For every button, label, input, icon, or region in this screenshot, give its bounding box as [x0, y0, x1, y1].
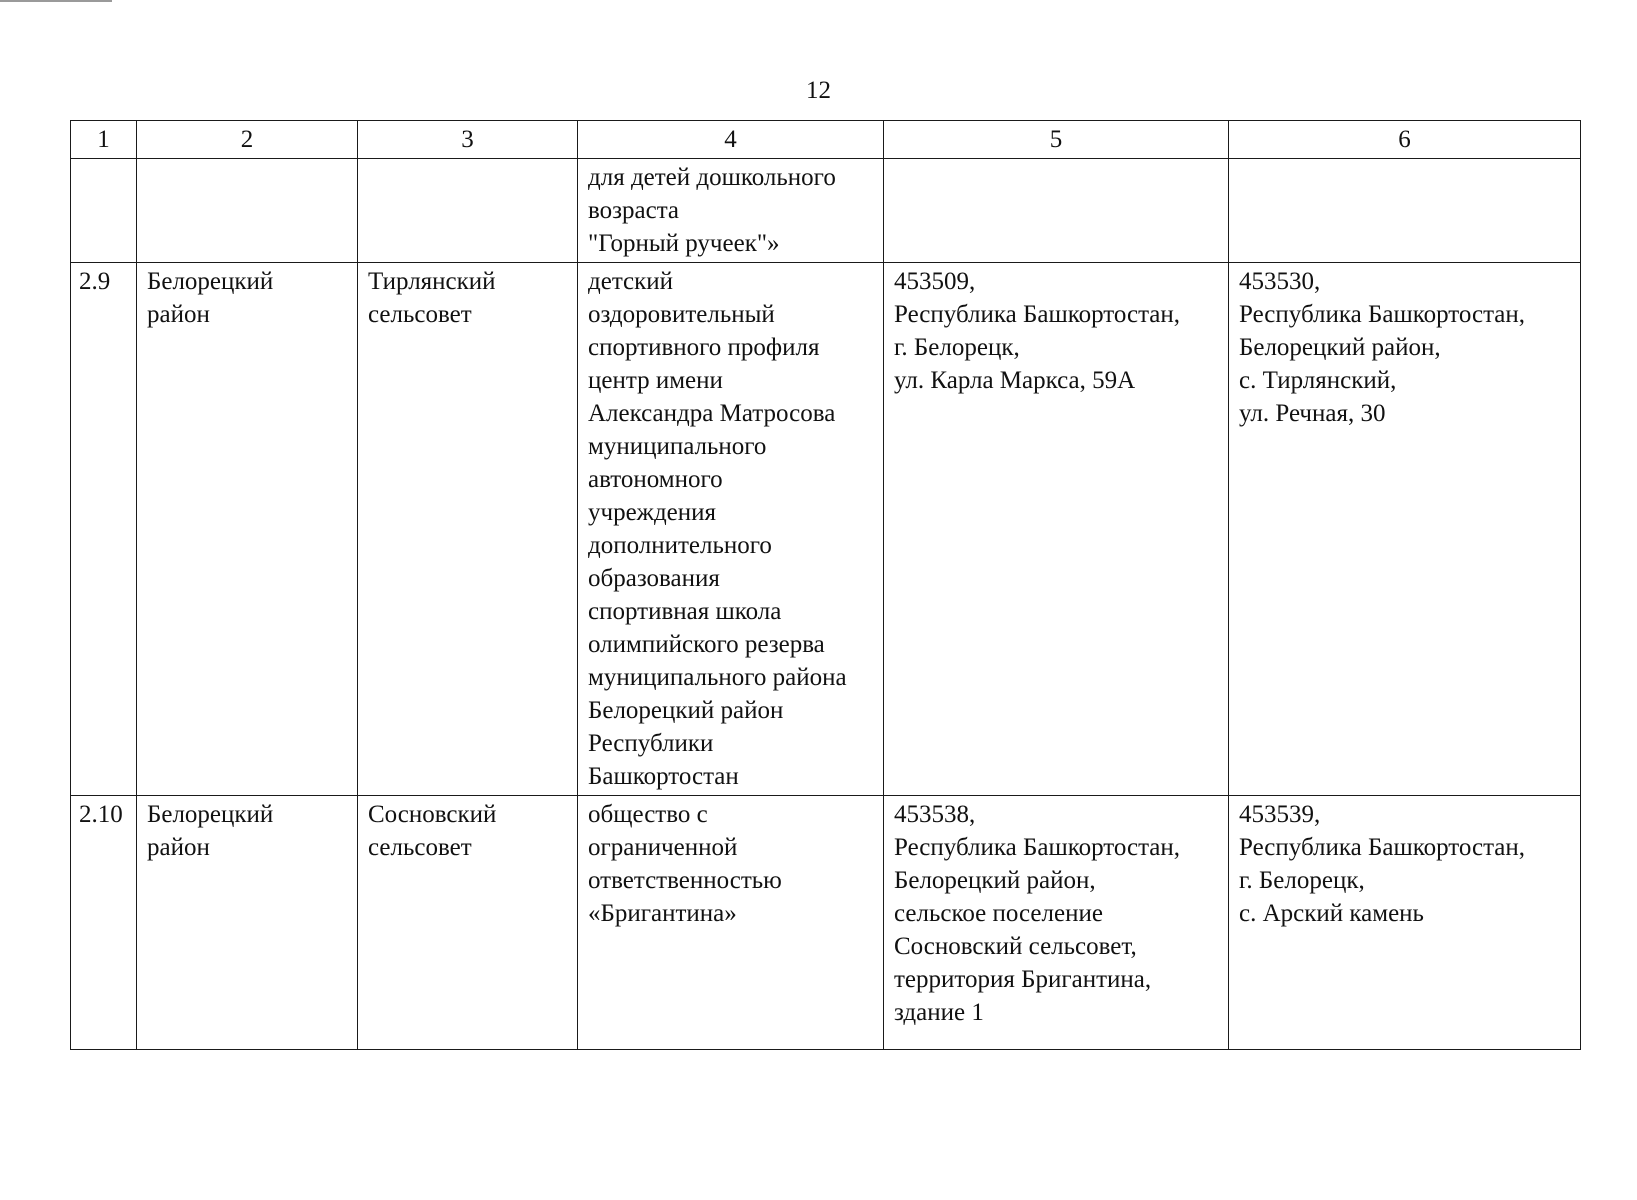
text-line: оздоровительный [588, 301, 775, 328]
text-line: для детей дошкольного [588, 164, 836, 191]
text-line: Белорецкий [147, 801, 274, 828]
cell-legal-address [884, 263, 1229, 796]
text-line: "Горный ручеек"» [588, 230, 780, 257]
cell-name [578, 263, 884, 796]
header-col-6: 6 [1229, 121, 1581, 159]
text-line: муниципального [588, 433, 767, 460]
text-line: Белорецкий район [588, 697, 784, 724]
scan-edge-mark [0, 0, 112, 2]
text-line: Сосновский [368, 801, 497, 828]
text-line: Тирлянский [368, 268, 496, 295]
table-row [71, 796, 1581, 1050]
text-line: сельсовет [368, 301, 472, 328]
text-line: с. Тирлянский, [1239, 367, 1397, 394]
cell-legal-address [884, 159, 1229, 263]
text-line: спортивная школа [588, 598, 782, 625]
text-line: район [147, 301, 210, 328]
text-line: г. Белорецк, [894, 334, 1020, 361]
text-line: сельское поселение [894, 900, 1103, 927]
header-col-5: 5 [884, 121, 1229, 159]
text-line: Республика Башкортостан, [1239, 834, 1526, 861]
text-line: Республика Башкортостан, [894, 301, 1181, 328]
cell-actual-address [1229, 263, 1581, 796]
text-line: район [147, 834, 210, 861]
text-line: ответственностью [588, 867, 782, 894]
text-line: центр имени [588, 367, 723, 394]
text-line: 453539, [1239, 801, 1321, 828]
text-line: муниципального района [588, 664, 847, 691]
text-line: Александра Матросова [588, 400, 836, 427]
cell-legal-address [884, 796, 1229, 1050]
text-line: 453538, [894, 801, 976, 828]
text-line: автономного [588, 466, 723, 493]
text-line: спортивного профиля [588, 334, 820, 361]
text-line: возраста [588, 197, 680, 224]
text-line: Башкортостан [588, 763, 739, 790]
text-line: Белорецкий район, [894, 867, 1096, 894]
cell-council [358, 159, 578, 263]
cell-num: 2.10 [71, 796, 137, 1050]
header-col-1: 1 [71, 121, 137, 159]
text-line: Белорецкий район, [1239, 334, 1441, 361]
text-line: Республики [588, 730, 714, 757]
text-line: олимпийского резерва [588, 631, 825, 658]
cell-num [71, 159, 137, 263]
text-line: Сосновский сельсовет, [894, 933, 1137, 960]
text-line: территория Бригантина, [894, 966, 1152, 993]
text-line: ул. Речная, 30 [1239, 400, 1386, 427]
header-col-2: 2 [137, 121, 358, 159]
text-line: ул. Карла Маркса, 59А [894, 367, 1136, 394]
text-line: дополнительного [588, 532, 772, 559]
cell-num: 2.9 [71, 263, 137, 796]
header-row [71, 121, 1581, 159]
table-row [71, 263, 1581, 796]
text-line: 453509, [894, 268, 976, 295]
header-col-4: 4 [578, 121, 884, 159]
page-number: 12 [806, 77, 831, 104]
cell-actual-address [1229, 796, 1581, 1050]
text-line: Белорецкий [147, 268, 274, 295]
text-line: г. Белорецк, [1239, 867, 1365, 894]
cell-district [137, 263, 358, 796]
cell-name [578, 796, 884, 1050]
cell-district [137, 159, 358, 263]
cell-name [578, 159, 884, 263]
text-line: 453530, [1239, 268, 1321, 295]
cell-council [358, 796, 578, 1050]
text-line: образования [588, 565, 720, 592]
text-line: ограниченной [588, 834, 738, 861]
header-col-3: 3 [358, 121, 578, 159]
cell-actual-address [1229, 159, 1581, 263]
text-line: здание 1 [894, 999, 984, 1026]
cell-council [358, 263, 578, 796]
text-line: детский [588, 268, 674, 295]
cell-district [137, 796, 358, 1050]
text-line: Республика Башкортостан, [894, 834, 1181, 861]
text-line: учреждения [588, 499, 717, 526]
text-line: общество с [588, 801, 708, 828]
text-line: Республика Башкортостан, [1239, 301, 1526, 328]
continuation-row [71, 159, 1581, 263]
facilities-table [70, 120, 1581, 1050]
text-line: «Бригантина» [588, 900, 737, 927]
text-line: с. Арский камень [1239, 900, 1424, 927]
text-line: сельсовет [368, 834, 472, 861]
